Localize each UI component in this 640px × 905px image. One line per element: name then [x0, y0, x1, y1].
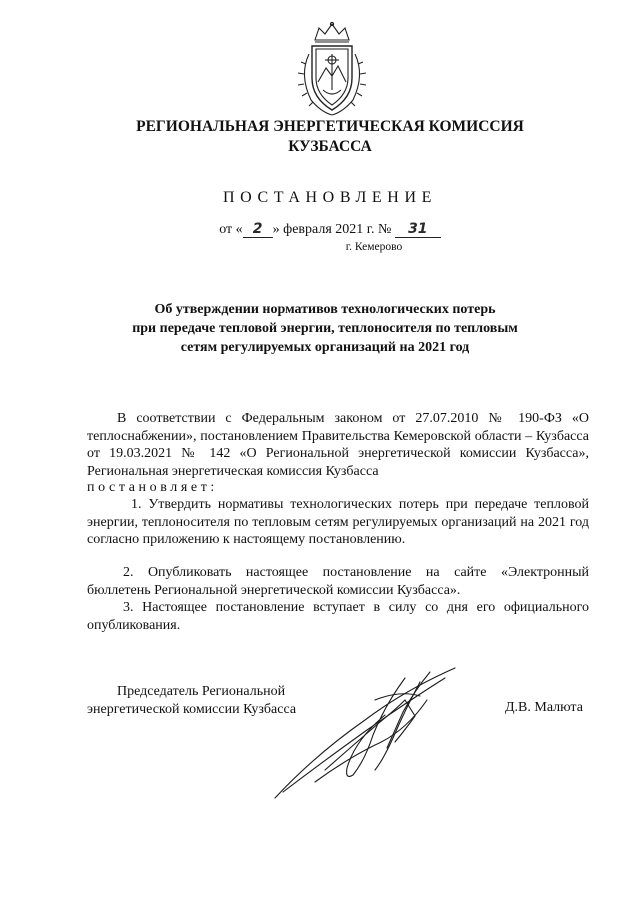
date-day-handwritten: 2: [243, 222, 273, 238]
date-middle: » февраля 2021 г. №: [272, 222, 392, 237]
date-prefix: от «: [219, 222, 243, 237]
coat-of-arms-emblem: [291, 20, 373, 118]
handwritten-signature: [255, 660, 475, 805]
signatory-position-line1: Председатель Региональной: [117, 684, 286, 699]
document-number-handwritten: 31: [395, 222, 441, 238]
document-type: ПОСТАНОВЛЕНИЕ: [223, 189, 437, 206]
organization-title-line2: КУЗБАССА: [288, 138, 372, 155]
city-label: г. Кемерово: [345, 241, 403, 253]
document-subject: [110, 300, 540, 357]
item-2-paragraph: 2. Опубликовать настоящее постановление на сайте «Электронный бюллетень Региональной энергетической комиссии Кузбасса».: [87, 565, 589, 598]
item-3-paragraph: 3. Настоящее постановление вступает в силу со дня его официального опубликования.: [87, 600, 589, 633]
intro-paragraph: В соответствии с Федеральным законом от 27.07.2010 № 190-ФЗ «О теплоснабжении», постановлением Правительства Кемеровской области – Кузбасса от 19.03.2021 № 142 «О Региональной энергетической комиссии Кузбасса», Региональная энергетическая комиссия Кузбасса: [87, 411, 589, 479]
subject-line3: сетям регулируемых организаций на 2021 год: [180, 340, 470, 355]
subject-line2: при передаче тепловой энергии, теплоносителя по тепловым: [132, 321, 518, 336]
organization-title-line1: РЕГИОНАЛЬНАЯ ЭНЕРГЕТИЧЕСКАЯ КОМИССИЯ: [136, 118, 524, 135]
item-1-paragraph: 1. Утвердить нормативы технологических потерь при передаче тепловой энергии, теплоносителя по тепловым сетям регулируемых организаций на 2021 год согласно приложению к настоящему постановлению.: [87, 497, 589, 547]
subject-line1: Об утверждении нормативов технологических потерь: [154, 302, 496, 317]
signatory-name: Д.В. Малюта: [505, 700, 583, 715]
resolve-word: постановляет:: [87, 480, 218, 495]
signatory-position-line2: энергетической комиссии Кузбасса: [87, 702, 297, 717]
document-date-line: [60, 222, 600, 238]
organization-title: [60, 117, 600, 157]
